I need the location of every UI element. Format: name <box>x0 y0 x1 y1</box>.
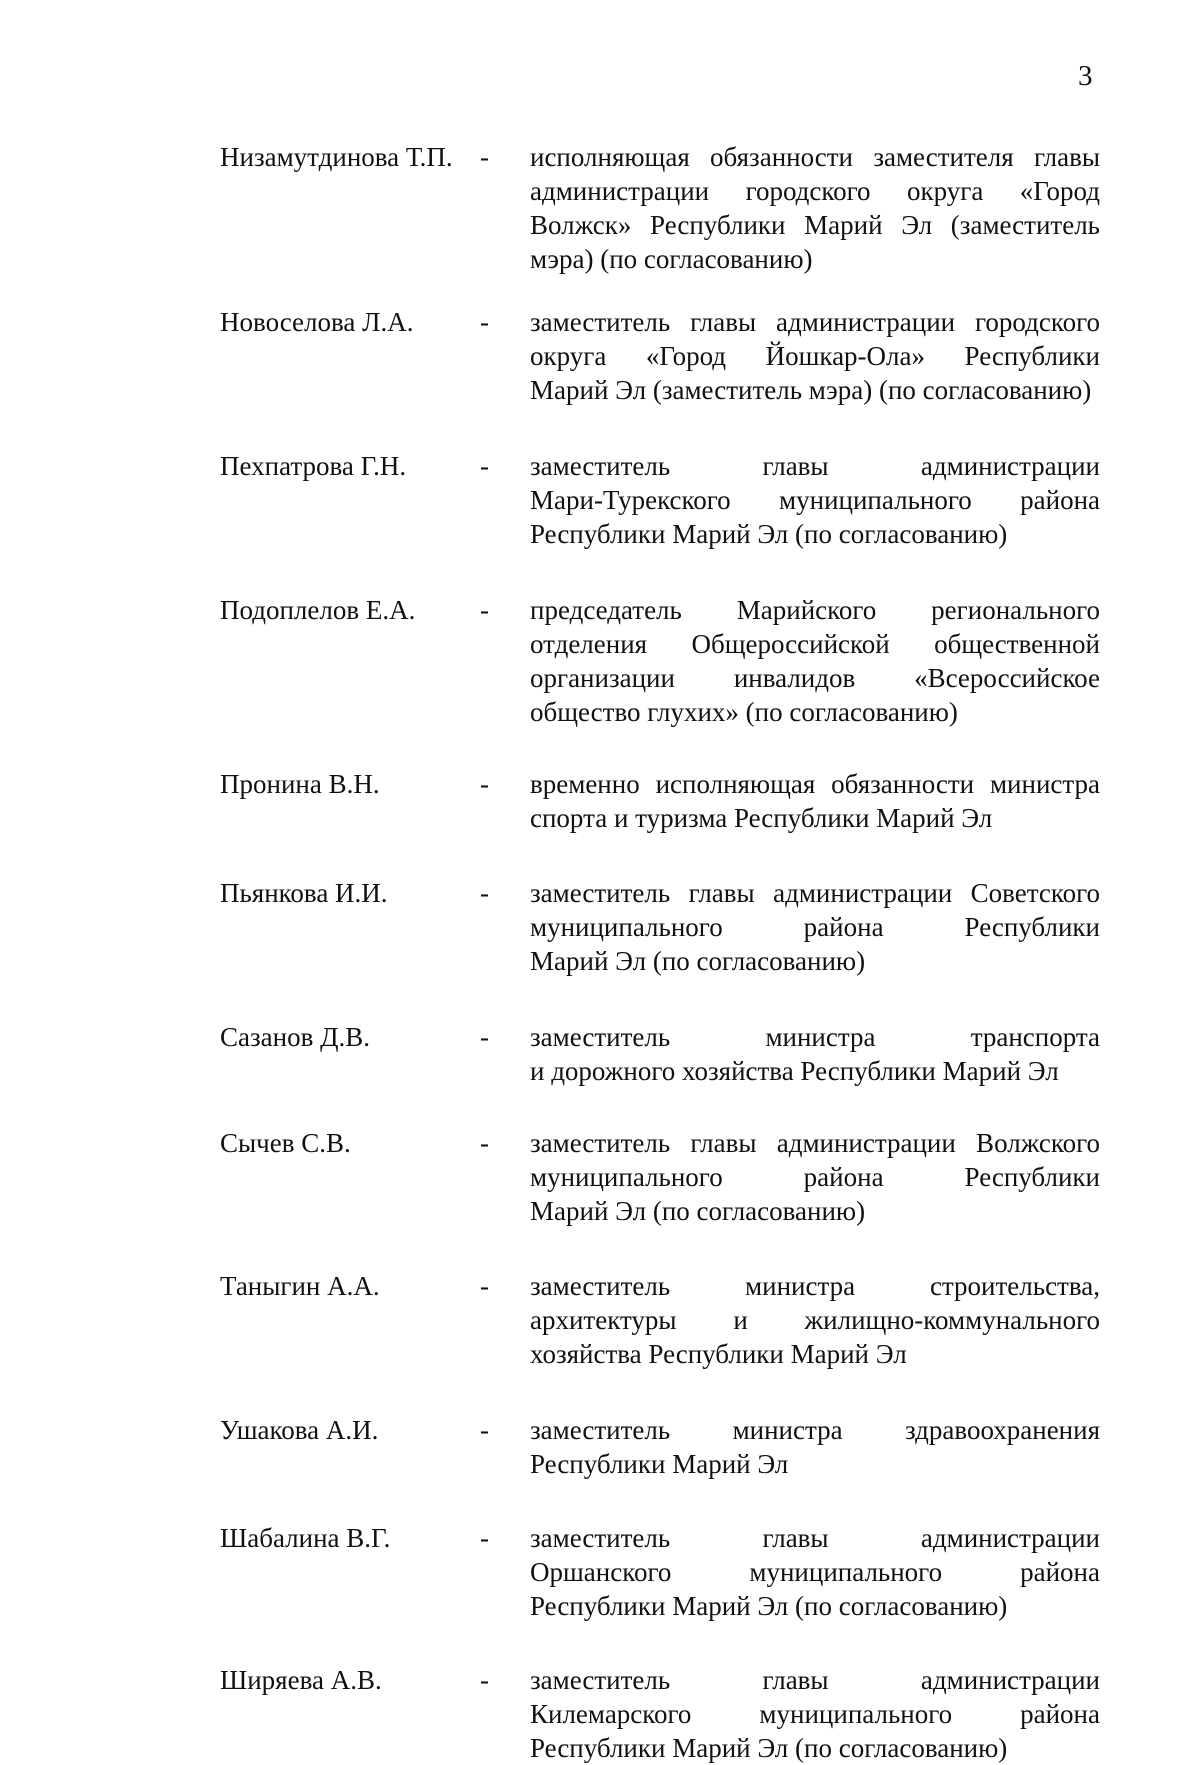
list-item <box>220 1269 1100 1371</box>
member-name: Таныгин А.А. <box>220 1271 380 1301</box>
member-role <box>530 1663 1100 1765</box>
member-role <box>530 1521 1100 1623</box>
member-list <box>220 140 1100 1765</box>
list-item <box>220 1020 1100 1088</box>
role-line: исполняющая обязанности заместителя главы <box>530 142 1100 172</box>
dash-separator: - <box>480 451 489 481</box>
list-item <box>220 1413 1100 1481</box>
list-item <box>220 140 1100 276</box>
member-name: Пехпатрова Г.Н. <box>220 451 407 481</box>
member-role <box>530 305 1100 407</box>
role-line: Республики Марий Эл (по согласованию) <box>530 1591 1008 1621</box>
role-line: заместитель министра здравоохранения <box>530 1415 1100 1445</box>
role-line: заместитель главы администрации <box>530 1523 1100 1553</box>
member-role <box>530 449 1100 551</box>
member-role <box>530 1269 1100 1371</box>
member-role <box>530 767 1100 835</box>
role-line: администрации городского округа «Город <box>530 176 1100 206</box>
role-line: общество глухих» (по согласованию) <box>530 697 958 727</box>
dash-separator: - <box>480 1665 489 1695</box>
role-line: муниципального района Республики <box>530 1162 1100 1192</box>
role-line: председатель Марийского регионального <box>530 595 1100 625</box>
role-line: округа «Город Йошкар-Ола» Республики <box>530 341 1100 371</box>
member-name: Сычев С.В. <box>220 1128 351 1158</box>
dash-separator: - <box>480 1022 489 1052</box>
member-role <box>530 593 1100 729</box>
member-name: Пьянкова И.И. <box>220 878 388 908</box>
member-name: Новоселова Л.А. <box>220 307 414 337</box>
role-line: заместитель главы администрации <box>530 451 1100 481</box>
role-line: Республики Марий Эл (по согласованию) <box>530 519 1008 549</box>
role-line: Мари-Турекского муниципального района <box>530 485 1100 515</box>
role-line: Килемарского муниципального района <box>530 1699 1100 1729</box>
role-line: заместитель главы администрации городского <box>530 307 1100 337</box>
list-item <box>220 1663 1100 1765</box>
member-name: Ширяева А.В. <box>220 1665 382 1695</box>
dash-separator: - <box>480 142 489 172</box>
role-line: отделения Общероссийской общественной <box>530 629 1100 659</box>
role-line: хозяйства Республики Марий Эл <box>530 1339 907 1369</box>
role-line: временно исполняющая обязанности министра <box>530 769 1100 799</box>
role-line: Республики Марий Эл (по согласованию) <box>530 1733 1008 1763</box>
role-line: заместитель главы администрации Волжского <box>530 1128 1100 1158</box>
page-number: 3 <box>1078 60 1093 92</box>
role-line: заместитель главы администрации <box>530 1665 1100 1695</box>
member-role <box>530 140 1100 276</box>
member-role <box>530 1126 1100 1228</box>
list-item <box>220 1521 1100 1623</box>
role-line: мэра) (по согласованию) <box>530 244 813 274</box>
dash-separator: - <box>480 769 489 799</box>
dash-separator: - <box>480 307 489 337</box>
dash-separator: - <box>480 1415 489 1445</box>
dash-separator: - <box>480 1271 489 1301</box>
role-line: Волжск» Республики Марий Эл (заместитель <box>530 210 1100 240</box>
dash-separator: - <box>480 595 489 625</box>
dash-separator: - <box>480 878 489 908</box>
role-line: организации инвалидов «Всероссийское <box>530 663 1100 693</box>
role-line: Марий Эл (по согласованию) <box>530 1196 866 1226</box>
role-line: муниципального района Республики <box>530 912 1100 942</box>
list-item <box>220 1126 1100 1228</box>
role-line: заместитель министра транспорта <box>530 1022 1100 1052</box>
role-line: и дорожного хозяйства Республики Марий Эл <box>530 1056 1059 1086</box>
list-item <box>220 305 1100 407</box>
member-role <box>530 876 1100 978</box>
list-item <box>220 449 1100 551</box>
member-name: Сазанов Д.В. <box>220 1022 371 1052</box>
list-item <box>220 767 1100 835</box>
member-name: Пронина В.Н. <box>220 769 380 799</box>
dash-separator: - <box>480 1523 489 1553</box>
role-line: заместитель главы администрации Советского <box>530 878 1100 908</box>
list-item <box>220 876 1100 978</box>
role-line: спорта и туризма Республики Марий Эл <box>530 803 993 833</box>
member-name: Шабалина В.Г. <box>220 1523 391 1553</box>
member-name: Подоплелов Е.А. <box>220 595 416 625</box>
member-role <box>530 1413 1100 1481</box>
dash-separator: - <box>480 1128 489 1158</box>
role-line: Оршанского муниципального района <box>530 1557 1100 1587</box>
member-role <box>530 1020 1100 1088</box>
list-item <box>220 593 1100 729</box>
member-name: Низамутдинова Т.П. <box>220 142 453 172</box>
role-line: архитектуры и жилищно-коммунального <box>530 1305 1100 1335</box>
role-line: заместитель министра строительства, <box>530 1271 1100 1301</box>
role-line: Марий Эл (по согласованию) <box>530 946 866 976</box>
role-line: Республики Марий Эл <box>530 1449 789 1479</box>
member-name: Ушакова А.И. <box>220 1415 379 1445</box>
role-line: Марий Эл (заместитель мэра) (по согласованию) <box>530 375 1092 405</box>
